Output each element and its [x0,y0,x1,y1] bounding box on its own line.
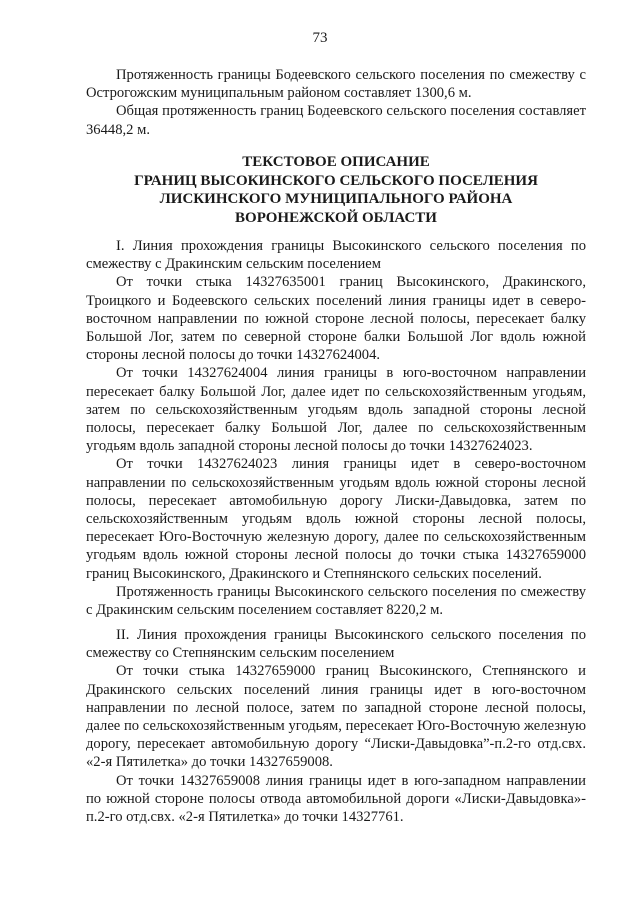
document-heading [86,153,586,227]
section-1-paragraph-3: От точки 14327624023 линия границы идет в северо-восточном направлении по сельскохозяйственным угодьям вдоль южной стороны лесной полосы, пересекает автомобильную дорогу Лиски-Давыдовка, затем по сельскохозяйственным угодьям вдоль южной стороны лесной полосы, пересекает Юго-Восточную железную дорогу, далее по сельскохозяйственным угодьям вдоль южной стороны лесной полосы до точки стыка 14327659000 границ Высокинского, Дракинского и Степнянского сельских поселений. [86,456,586,582]
intro-paragraph-length-ostrogozhsk: Протяженность границы Бодеевского сельского поселения по смежеству с Острогожским муниципальным районом составляет 1300,6 м. [86,67,586,102]
section-2 [86,626,586,826]
section-1-paragraph-4: Протяженность границы Высокинского сельского поселения по смежеству с Дракинским сельским поселением составляет 8220,2 м. [86,583,586,619]
section-1-paragraph-2: От точки 14327624004 линия границы в юго-восточном направлении пересекает балку Большой Лог, далее идет по сельскохозяйственным угодьям, затем по сельскохозяйственным угодьям вдоль западной стороны лесной полосы, пересекает балку Большой Лог, далее по сельскохозяйственным угодьям вдоль западной стороны лесной полосы до точки 14327624023. [86,365,586,455]
heading-line-1: ТЕКСТОВОЕ ОПИСАНИЕ [242,154,430,170]
section-2-paragraph-2: От точки 14327659008 линия границы идет в юго-западном направлении по южной стороне полосы отвода автомобильной дороги «Лиски-Давыдовка»-п.2-го отд.свх. «2-я Пятилетка» до точки 14327761. [86,772,586,826]
intro-paragraph-total-length: Общая протяженность границ Бодеевского сельского поселения составляет 36448,2 м. [86,103,586,138]
section-1 [86,237,586,619]
section-1-title: I. Линия прохождения границы Высокинского сельского поселения по смежеству с Дракинским сельским поселением [86,238,586,273]
page-number: 73 [312,30,328,46]
intro-block [86,66,586,139]
section-2-title: II. Линия прохождения границы Высокинского сельского поселения по смежеству со Степнянским сельским поселением [86,627,586,662]
heading-line-3: ЛИСКИНСКОГО МУНИЦИПАЛЬНОГО РАЙОНА [159,191,513,207]
section-1-paragraph-1: От точки стыка 14327635001 границ Высокинского, Дракинского, Троицкого и Бодеевского сельских поселений линия границы идет в северо-восточном направлении по южной стороне лесной полосы, пересекает балку Большой Лог, затем по северной стороне балки Большой Лог вдоль южной стороны лесной полосы до точки 14327624004. [86,274,586,364]
section-2-paragraph-1: От точки стыка 14327659000 границ Высокинского, Степнянского и Дракинского сельских поселений линия границы идет в юго-восточном направлении по лесной полосе, затем по западной стороне лесной полосы, далее по сельскохозяйственным угодьям, пересекает Юго-Восточную железную дорогу, пересекает автомобильную дорогу “Лиски-Давыдовка”-п.2-го отд.свх. «2-я Пятилетка» до точки 14327659008. [86,663,586,771]
heading-line-4: ВОРОНЕЖСКОЙ ОБЛАСТИ [235,209,437,226]
heading-line-2: ГРАНИЦ ВЫСОКИНСКОГО СЕЛЬСКОГО ПОСЕЛЕНИЯ [134,172,538,189]
